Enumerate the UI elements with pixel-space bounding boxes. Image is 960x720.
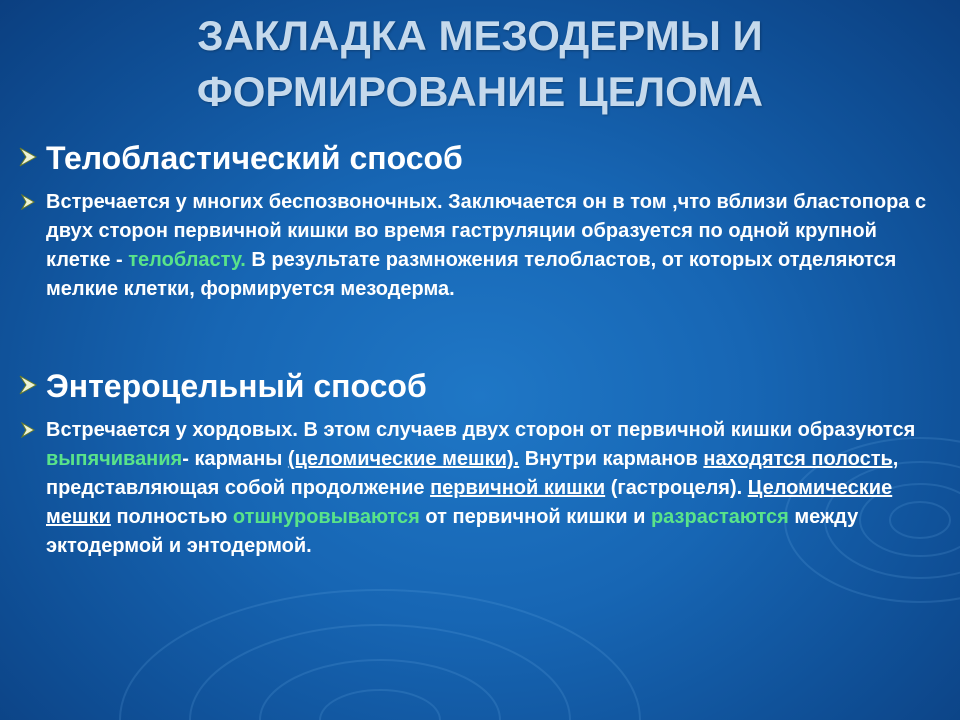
title-line-2: ФОРМИРОВАНИЕ ЦЕЛОМА [196, 68, 764, 115]
title-line-1: ЗАКЛАДКА МЕЗОДЕРМЫ И [197, 12, 763, 59]
section-heading [10, 138, 940, 178]
chevron-bullet-icon [10, 416, 46, 438]
heading-text: Энтероцельный способ [46, 368, 427, 404]
heading-text: Телобластический способ [46, 140, 463, 176]
text-run: между эктодермой и энтодермой. [46, 506, 859, 557]
section-paragraph [10, 416, 940, 561]
paragraph-text [46, 416, 940, 561]
section-heading [10, 366, 940, 406]
text-run: В результате размножения телобластов, от которых отделяются мелкие клетки, формируется мезодерма. [46, 249, 897, 300]
chevron-bullet-icon [10, 366, 46, 396]
text-run: полностью [110, 506, 233, 528]
text-run: Внутри карманов [519, 448, 704, 470]
chevron-bullet-icon [10, 188, 46, 210]
underlined-term: первичной кишки [430, 477, 606, 499]
highlight-term: телобласту. [128, 249, 246, 271]
text-run: Встречается у многих беспозвоночных. Заключается он в том ,что вблизи бластопора с двух сторон первичной кишки во время гаструляции образуется по одной крупной клетке - [46, 191, 927, 271]
underlined-term: находятся полость, [703, 448, 899, 470]
paragraph-text [46, 188, 940, 304]
section-paragraph [10, 188, 940, 304]
underlined-term: Целомические мешки [46, 477, 893, 528]
underlined-term: (целомические мешки). [287, 448, 520, 470]
text-run: - карманы [182, 448, 288, 470]
highlight-term: выпячивания [46, 448, 183, 470]
highlight-term: разрастаются [650, 506, 789, 528]
text-run: (гастроцеля). [605, 477, 748, 499]
section-enterocoelic [10, 366, 940, 561]
highlight-term: отшнуровываются [232, 506, 420, 528]
text-run: представляющая собой продолжение [46, 477, 431, 499]
chevron-bullet-icon [10, 138, 46, 168]
text-run: от первичной кишки и [419, 506, 651, 528]
slide-title [0, 8, 960, 120]
text-run: Встречается у хордовых. В этом случаев двух сторон от первичной кишки образуются [46, 419, 916, 441]
section-teloblastic [10, 138, 940, 304]
